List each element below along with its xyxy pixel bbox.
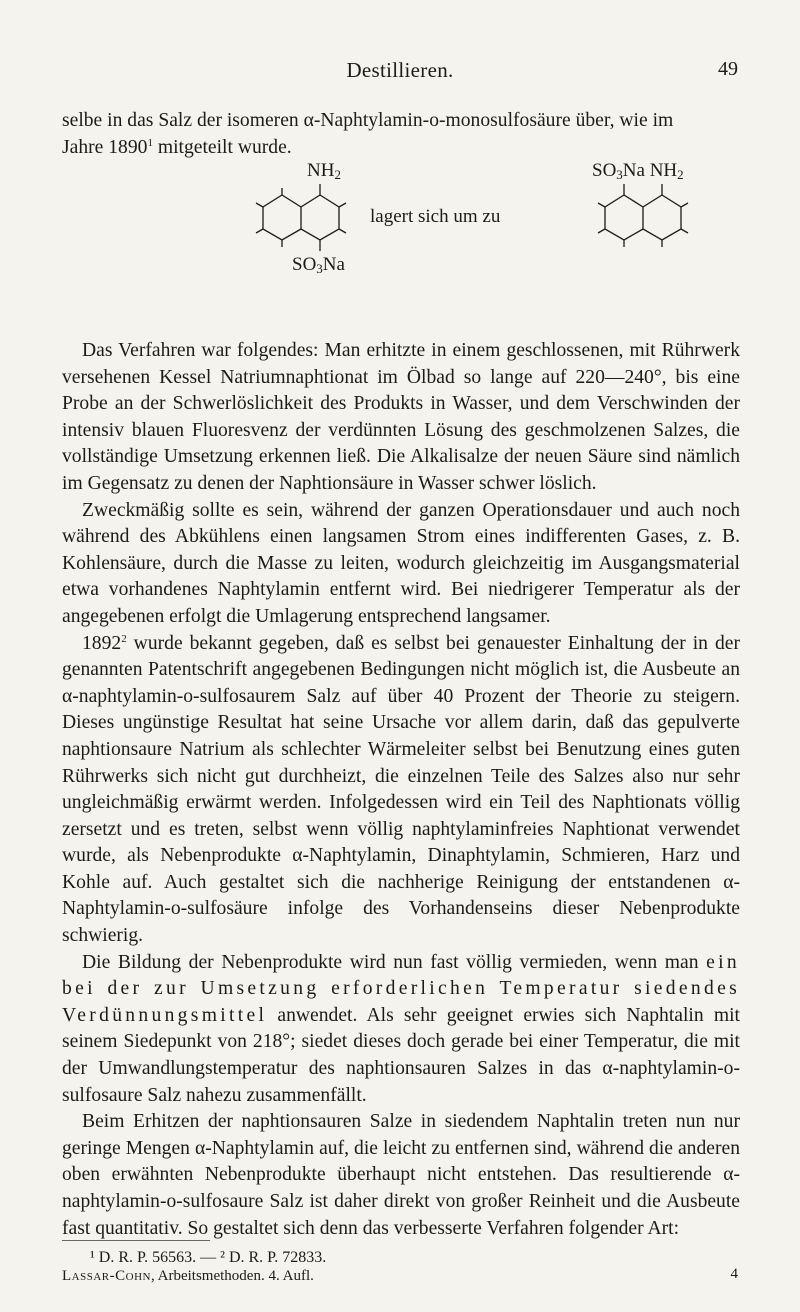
page-header [62, 58, 738, 88]
naphthionate-structure [256, 184, 346, 251]
sulfonate-group-label: $SO_3Na$ [292, 254, 345, 276]
paragraph-diluent: Die Bildung der Nebenprodukte wird nun fast völlig vermieden, wenn man ein bei der zur Umsetzung erforderlichen Temperatur siedendes Verdünnungsmittel anwendet. Als sehr geeignet erwies sich Naphtalin mit seinem Siedepunkt von 218°; siedet dieses doch gerade bei einer Temperatur, die mit der Umwandlungstemperatur des naphtionsauren Salzes in das α-naphtylamin-o-sulfosaure Salz nahezu zusammenfällt. [62, 951, 740, 1106]
paragraph-1892: 1892$^2$ wurde bekannt gegeben, daß es selbst bei genauester Einhaltung der in der genannten Patentschrift angegebenen Bedingungen nicht möglich ist, die Ausbeute an α-naphtylamin-o-sulfosaurem Salz auf über 40 Prozent der Theorie zu steigern. Dieses ungünstige Resultat hat seine Ursache vor allem darin, daß das gepulverte naphtionsaure Natrium als schlechter Wärmeleiter selbst bei Benutzung eines guten Rührwerks sich nicht gut durchheizt, die einzelnen Teile des Salzes also nur sehr ungleichmäßig erwärmt werden. Infolgedessen wird ein Teil des Naphtionats völlig zersetzt und es treten, selbst wenn völlig naphtylaminfreies Naphtionat verwendet wurde, als Nebenprodukte α-Naphtylamin, Dinaphtylamin, Schmieren, Harz und Kohle auf. Auch gestaltet sich die nachherige Reinigung der entstandenen α-Naphtylamin-o-sulfosäure infolge des Vorhandenseins dieser Nebenprodukte schwierig. [62, 632, 740, 947]
intro-line-2 [62, 135, 740, 162]
footnote-references: ¹ D. R. P. 56563. — ² D. R. P. 72833. [90, 1249, 327, 1266]
structure-drawings [62, 162, 740, 312]
page-number: 49 [718, 58, 738, 80]
rearrangement-text: lagert sich um zu [370, 206, 501, 227]
product-groups-label: $SO_3Na$ $NH_2$ [592, 160, 684, 182]
emphasized-phrase: ein bei der zur Umsetzung erforderlichen Temperatur siedendes Verdünnungsmittel [62, 951, 740, 1026]
footnote-marker-2: 2 [121, 632, 127, 645]
rearrangement-formula [62, 162, 740, 312]
intro-text [62, 108, 740, 161]
imprint-author: Lassar-Cohn [62, 1268, 151, 1284]
amino-group-label: $NH_2$ [307, 160, 341, 182]
intro-line-1: selbe in das Salz der isomeren α-Naphtylamin-o-monosulfosäure über, wie im [62, 110, 674, 131]
paragraph-procedure: Das Verfahren war folgendes: Man erhitzte in einem geschlossenen, mit Rührwerk versehenen Kessel Natriumnaphtionat im Ölbad so lange auf 220—240°, bis eine Probe an der Schwerlöslichkeit des Produkts in Wasser, und dem Verschwinden der intensiv blauen Fluoresvenz der verdünnten Lösung des geschmolzenen Salzes, die vollständige Umsetzung erkennen ließ. Die Alkalisalze der neuen Säure sind nämlich im Gegensatz zu denen der Naphtionsäure in Wasser schwer löslich. [62, 340, 740, 494]
paragraph-naphthalene: Beim Erhitzen der naphtionsauren Salze in siedendem Naphtalin treten nun nur geringe Mengen α-Naphtylamin auf, die leicht zu entfernen sind, während die anderen oben erwähnten Nebenprodukte überhaupt nicht entstehen. Das resultierende α-naphtylamin-o-sulfosaure Salz ist daher direkt von großer Reinheit und die Ausbeute fast quantitativ. So gestaltet sich denn das verbesserte Verfahren folgender Art: [62, 1111, 740, 1239]
body-text [62, 338, 740, 1242]
sheet-signature: 4 [730, 1266, 738, 1282]
footnote-marker-1: 1 [147, 136, 153, 149]
book-imprint [62, 1268, 740, 1285]
footnote-divider [62, 1240, 210, 1241]
intro-year: Jahre 1890 [62, 136, 148, 158]
running-title: Destillieren. [346, 58, 454, 82]
naphthylamine-sulfonate-structure [598, 184, 688, 247]
footnotes [62, 1247, 740, 1269]
paragraph-inert-gas: Zweckmäßig sollte es sein, während der ganzen Operationsdauer und auch noch während des Abkühlens einen langsamen Strom eines indifferenten Gases, z. B. Kohlensäure, durch die Masse zu leiten, wodurch gleichzeitig im Ausgangsmaterial etwa vorhandenes Naphtylamin entfernt wird. Bei niedrigerer Temperatur als der angegebenen erfolgt die Umlagerung entsprechend langsamer. [62, 499, 740, 627]
intro-line-2-end: mitgeteilt wurde. [152, 136, 292, 158]
imprint-title: , Arbeitsmethoden. 4. Aufl. [150, 1268, 314, 1284]
